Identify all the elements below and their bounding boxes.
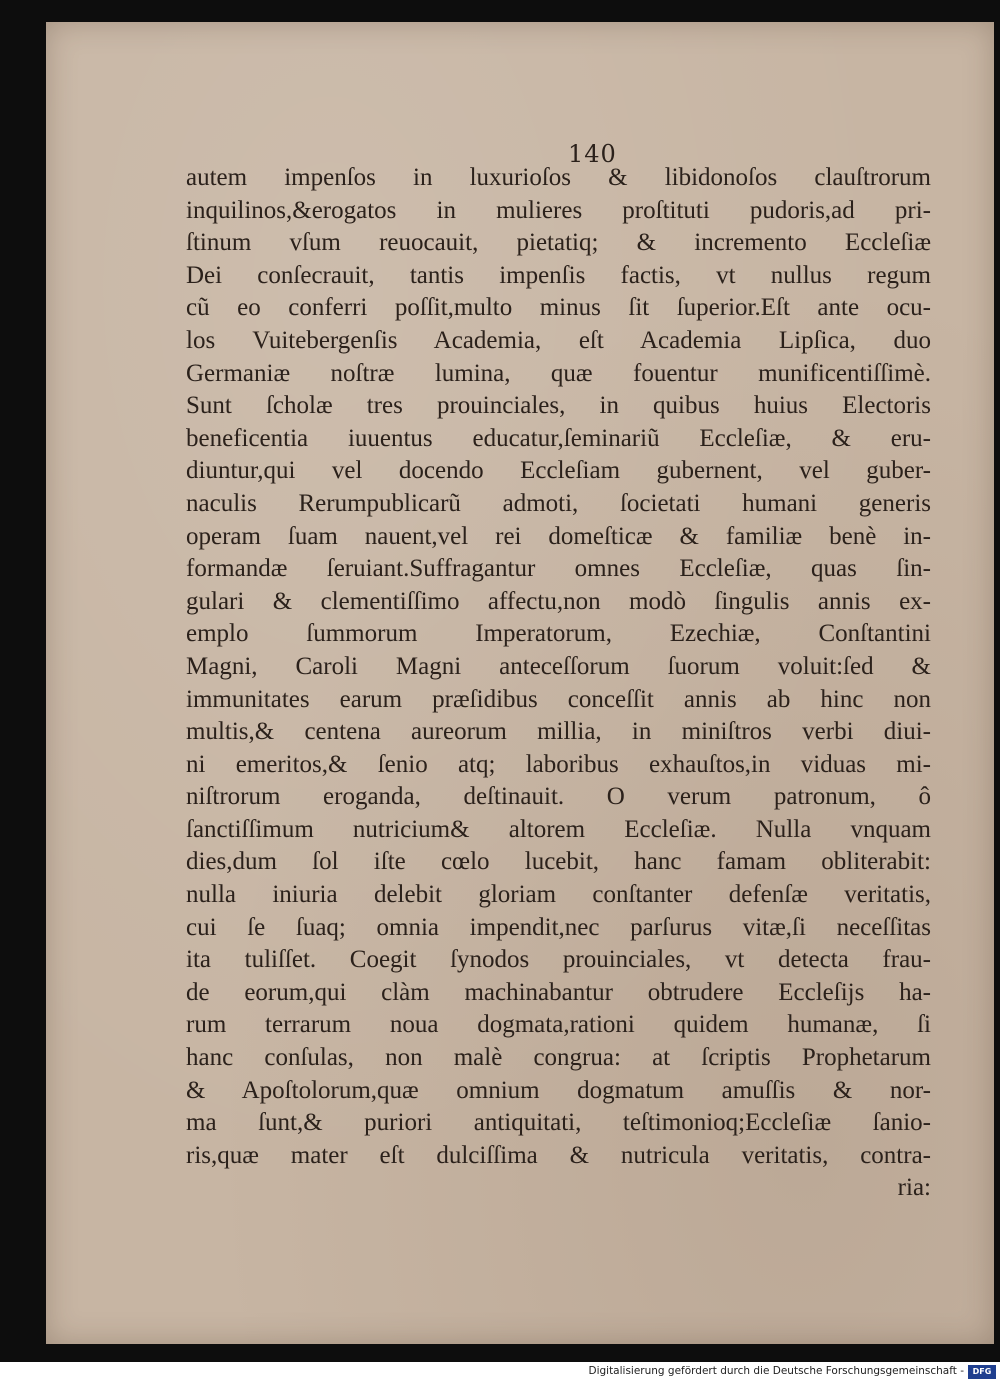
text-line: & Apoſtolorum,quæ omnium dogmatum amuſſis & nor- <box>186 1076 931 1104</box>
text-line: rum terrarum noua dogmata,rationi quidem humanæ, ſi <box>186 1011 931 1039</box>
body-text <box>186 162 931 1205</box>
dfg-logo-icon: DFG <box>968 1365 996 1379</box>
text-line: ria: <box>897 1174 931 1202</box>
text-line: inquilinos,&erogatos in mulieres proſtituti pudoris,ad pri- <box>186 196 931 224</box>
text-line: autem impenſos in luxurioſos & libidonoſos clauſtrorum <box>186 164 931 191</box>
text-line: los Vuitebergenſis Academia, eſt Academia Lipſica, duo <box>186 326 931 354</box>
text-line: ita tuliſſet. Coegit ſynodos prouinciales, vt detecta frau- <box>186 946 931 974</box>
text-line: diuntur,qui vel docendo Eccleſiam gubernent, vel guber- <box>186 457 931 485</box>
text-line: Magni, Caroli Magni anteceſſorum ſuorum voluit:ſed & <box>186 652 931 680</box>
text-line: formandæ ſeruiant.Suffragantur omnes Eccleſiæ, quas ſin- <box>186 555 931 583</box>
text-line: Germaniæ noſtræ lumina, quæ fouentur munificentiſſimè. <box>186 359 931 387</box>
text-line: ris,quæ mater eſt dulciſſima & nutricula veritatis, contra- <box>186 1141 931 1169</box>
text-line: naculis Rerumpublicarũ admoti, ſocietati humani generis <box>186 489 931 517</box>
text-line: nulla iniuria delebit gloriam conſtanter defenſæ veritatis, <box>186 881 931 909</box>
text-line: multis,& centena aureorum millia, in miniſtros verbi diui- <box>186 718 931 746</box>
text-line: beneficentia iuuentus educatur,ſeminariũ Eccleſiæ, & eru- <box>186 424 931 452</box>
text-line: ni emeritos,& ſenio atq; laboribus exhauſtos,in viduas mi- <box>186 750 931 778</box>
text-line: de eorum,qui clàm machinabantur obtrudere Eccleſijs ha- <box>186 978 931 1006</box>
text-line: Dei conſecrauit, tantis impenſis factis, vt nullus regum <box>186 261 931 289</box>
footer-credit: Digitalisierung gefördert durch die Deutsche Forschungsgemeinschaft - <box>588 1365 964 1377</box>
text-line: ſtinum vſum reuocauit, pietatiq; & incremento Eccleſiæ <box>186 229 931 257</box>
text-line: emplo ſummorum Imperatorum, Ezechiæ, Conſtantini <box>186 620 931 648</box>
text-line: dies,dum ſol iſte cœlo lucebit, hanc famam obliterabit: <box>186 848 931 876</box>
text-line: Sunt ſcholæ tres prouinciales, in quibus huius Electoris <box>186 392 931 420</box>
text-line: gulari & clementiſſimo affectu,non modò ſingulis annis ex- <box>186 587 931 615</box>
text-line: operam ſuam nauent,vel rei domeſticæ & familiæ benè in- <box>186 522 931 550</box>
text-line: niſtrorum eroganda, deſtinauit. O verum patronum, ô <box>186 783 931 811</box>
text-line: ſanctiſſimum nutricium& altorem Eccleſiæ. Nulla vnquam <box>186 815 931 843</box>
text-line: hanc conſulas, non malè congrua: at ſcriptis Prophetarum <box>186 1044 931 1072</box>
text-line: cũ eo conferri poſſit,multo minus ſit ſuperior.Eſt ante ocu- <box>186 294 931 322</box>
text-line: ma ſunt,& puriori antiquitati, teſtimonioq;Eccleſiæ ſanio- <box>186 1109 931 1137</box>
digitization-footer <box>0 1362 1000 1383</box>
text-line: immunitates earum præſidibus conceſſit annis ab hinc non <box>186 685 931 713</box>
page-number: 140 <box>568 140 617 168</box>
text-line: cui ſe ſuaq; omnia impendit,nec parſurus vitæ,ſi neceſſitas <box>186 913 931 941</box>
